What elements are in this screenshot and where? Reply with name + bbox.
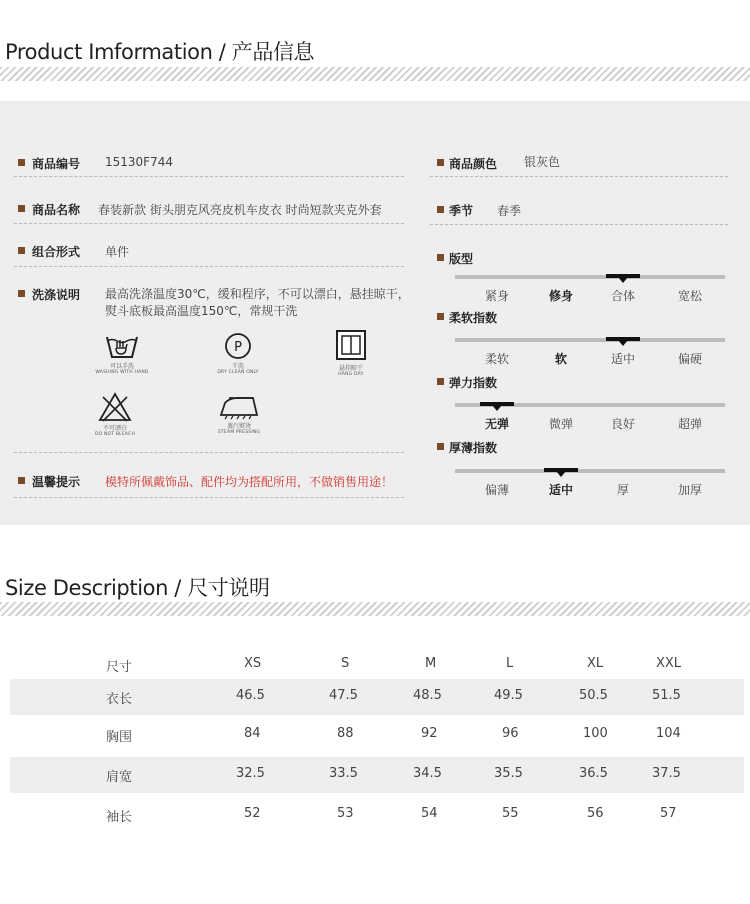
scale-track — [455, 403, 725, 407]
svg-text:P: P — [234, 340, 242, 355]
scale-label: 柔软指数 — [449, 311, 498, 325]
size-value-cell: 36.5 — [579, 766, 608, 781]
bullet-icon — [437, 254, 444, 261]
dashed-divider — [14, 176, 404, 177]
scale-option: 无弹 — [484, 417, 509, 431]
scale-track — [455, 469, 725, 473]
size-description-title: Size Description / 尺寸说明 — [5, 576, 270, 600]
dry-clean-icon — [220, 331, 256, 361]
size-table-row — [10, 679, 744, 715]
size-value-cell: 33.5 — [329, 766, 358, 781]
size-header-cell: 尺寸 — [106, 660, 133, 675]
scale-option: 适中 — [610, 352, 635, 366]
scale-option: 宽松 — [677, 289, 702, 303]
field-value: 15130F744 — [105, 155, 173, 169]
size-header-cell: M — [425, 656, 437, 671]
field-value: 春装新款 街头朋克风亮皮机车皮衣 时尚短款夹克外套 — [98, 203, 382, 217]
size-header-row — [10, 646, 744, 682]
size-value-cell: 53 — [337, 806, 354, 821]
care-label-en: DO NOT BLEACH — [94, 432, 136, 437]
size-value-cell: 32.5 — [236, 766, 265, 781]
scale-track — [455, 275, 725, 279]
care-label-cn: 可以手洗 — [109, 363, 134, 370]
size-row-name: 袖长 — [106, 810, 133, 825]
size-value-cell: 54 — [421, 806, 438, 821]
hang-dry-icon — [333, 327, 369, 363]
dashed-divider — [14, 266, 404, 267]
care-label-cn: 悬挂晾干 — [338, 365, 363, 372]
care-label-en: DRY CLEAN ONLY — [217, 370, 259, 375]
size-value-cell: 48.5 — [413, 688, 442, 703]
size-value-cell: 57 — [660, 806, 677, 821]
no-bleach-icon — [97, 391, 133, 423]
field-value: 模特所佩戴饰品、配件均为搭配所用，不做销售用途！ — [105, 475, 394, 489]
section-divider — [0, 602, 750, 616]
care-hang-dry — [316, 327, 386, 377]
size-value-cell: 37.5 — [652, 766, 681, 781]
dashed-divider — [14, 497, 404, 498]
hand-wash-icon — [104, 331, 140, 361]
size-value-cell: 88 — [337, 726, 354, 741]
scale-option: 偏薄 — [484, 483, 509, 497]
size-value-cell: 35.5 — [494, 766, 523, 781]
scale-label: 版型 — [449, 252, 474, 266]
size-value-cell: 100 — [583, 726, 608, 741]
size-value-cell: 96 — [502, 726, 519, 741]
dashed-divider — [14, 452, 404, 453]
scale-option: 超弹 — [677, 417, 702, 431]
care-label-en: HANG DRY — [338, 372, 364, 377]
care-hand-wash — [87, 331, 157, 375]
scale-marker — [544, 468, 578, 472]
bullet-icon — [18, 247, 25, 254]
bullet-icon — [437, 378, 444, 385]
product-info-panel — [0, 101, 750, 525]
scale-option: 微弹 — [548, 417, 573, 431]
size-header-cell: XXL — [656, 656, 682, 671]
size-value-cell: 49.5 — [494, 688, 523, 703]
bullet-icon — [437, 206, 444, 213]
scale-label: 弹力指数 — [449, 376, 498, 390]
bullet-icon — [18, 159, 25, 166]
dashed-divider — [430, 224, 728, 225]
field-value: 最高洗涤温度30℃，缓和程序，不可以漂白，悬挂晾干，熨斗底板最高温度150℃，常规干洗 — [105, 287, 410, 318]
field-value: 银灰色 — [524, 155, 561, 169]
field-label: 季节 — [449, 204, 474, 218]
scale-label: 厚薄指数 — [449, 441, 498, 455]
size-row-name: 衣长 — [106, 692, 133, 707]
size-value-cell: 84 — [244, 726, 261, 741]
scale-track — [455, 338, 725, 342]
size-header-cell: L — [506, 656, 514, 671]
care-no-bleach — [80, 391, 150, 437]
care-steam-iron — [204, 393, 274, 435]
size-value-cell: 55 — [502, 806, 519, 821]
field-label: 温馨提示 — [32, 475, 81, 489]
scale-option: 合体 — [610, 289, 635, 303]
scale-option: 良好 — [610, 417, 635, 431]
scale-marker — [606, 274, 640, 278]
product-info-title: Product Imformation / 产品信息 — [5, 40, 315, 64]
size-value-cell: 47.5 — [329, 688, 358, 703]
field-value: 单件 — [105, 245, 130, 259]
size-value-cell: 34.5 — [413, 766, 442, 781]
scale-option: 加厚 — [677, 483, 702, 497]
size-header-cell: XS — [244, 656, 262, 671]
size-header-cell: XL — [587, 656, 604, 671]
field-value: 春季 — [497, 204, 522, 218]
scale-option: 修身 — [548, 289, 573, 303]
bullet-icon — [437, 159, 444, 166]
bullet-icon — [437, 443, 444, 450]
bullet-icon — [18, 205, 25, 212]
scale-marker — [480, 402, 514, 406]
scale-option: 柔软 — [484, 352, 509, 366]
size-value-cell: 104 — [656, 726, 681, 741]
care-label-cn: 蒸汽熨烫 — [226, 423, 251, 430]
size-table-row — [10, 717, 744, 753]
scale-option: 紧身 — [484, 289, 509, 303]
size-value-cell: 46.5 — [236, 688, 265, 703]
size-value-cell: 50.5 — [579, 688, 608, 703]
dashed-divider — [14, 223, 404, 224]
care-label-en: WASHING WITH HAND — [95, 370, 149, 375]
field-label: 组合形式 — [32, 245, 81, 259]
bullet-icon — [18, 477, 25, 484]
care-dry-clean — [203, 331, 273, 375]
field-label: 商品名称 — [32, 203, 81, 217]
size-header-cell: S — [341, 656, 350, 671]
steam-iron-icon — [217, 393, 261, 421]
field-label: 洗涤说明 — [32, 288, 81, 302]
scale-option: 厚 — [616, 483, 629, 497]
scale-option: 适中 — [548, 483, 573, 497]
scale-option: 软 — [554, 352, 567, 366]
field-label: 商品编号 — [32, 157, 81, 171]
field-label: 商品颜色 — [449, 157, 498, 171]
scale-option: 偏硬 — [677, 352, 702, 366]
size-table-row — [10, 797, 744, 833]
dashed-divider — [430, 176, 728, 177]
care-label-cn: 不可漂白 — [102, 425, 127, 432]
size-row-name: 肩宽 — [106, 770, 133, 785]
size-value-cell: 56 — [587, 806, 604, 821]
size-table-row — [10, 757, 744, 793]
bullet-icon — [18, 290, 25, 297]
size-value-cell: 92 — [421, 726, 438, 741]
care-label-en: STEAM PRESSING — [217, 430, 261, 435]
bullet-icon — [437, 313, 444, 320]
care-label-cn: 干洗 — [231, 363, 244, 370]
size-value-cell: 52 — [244, 806, 261, 821]
size-row-name: 胸围 — [106, 730, 133, 745]
section-divider — [0, 67, 750, 81]
size-value-cell: 51.5 — [652, 688, 681, 703]
scale-marker — [606, 337, 640, 341]
